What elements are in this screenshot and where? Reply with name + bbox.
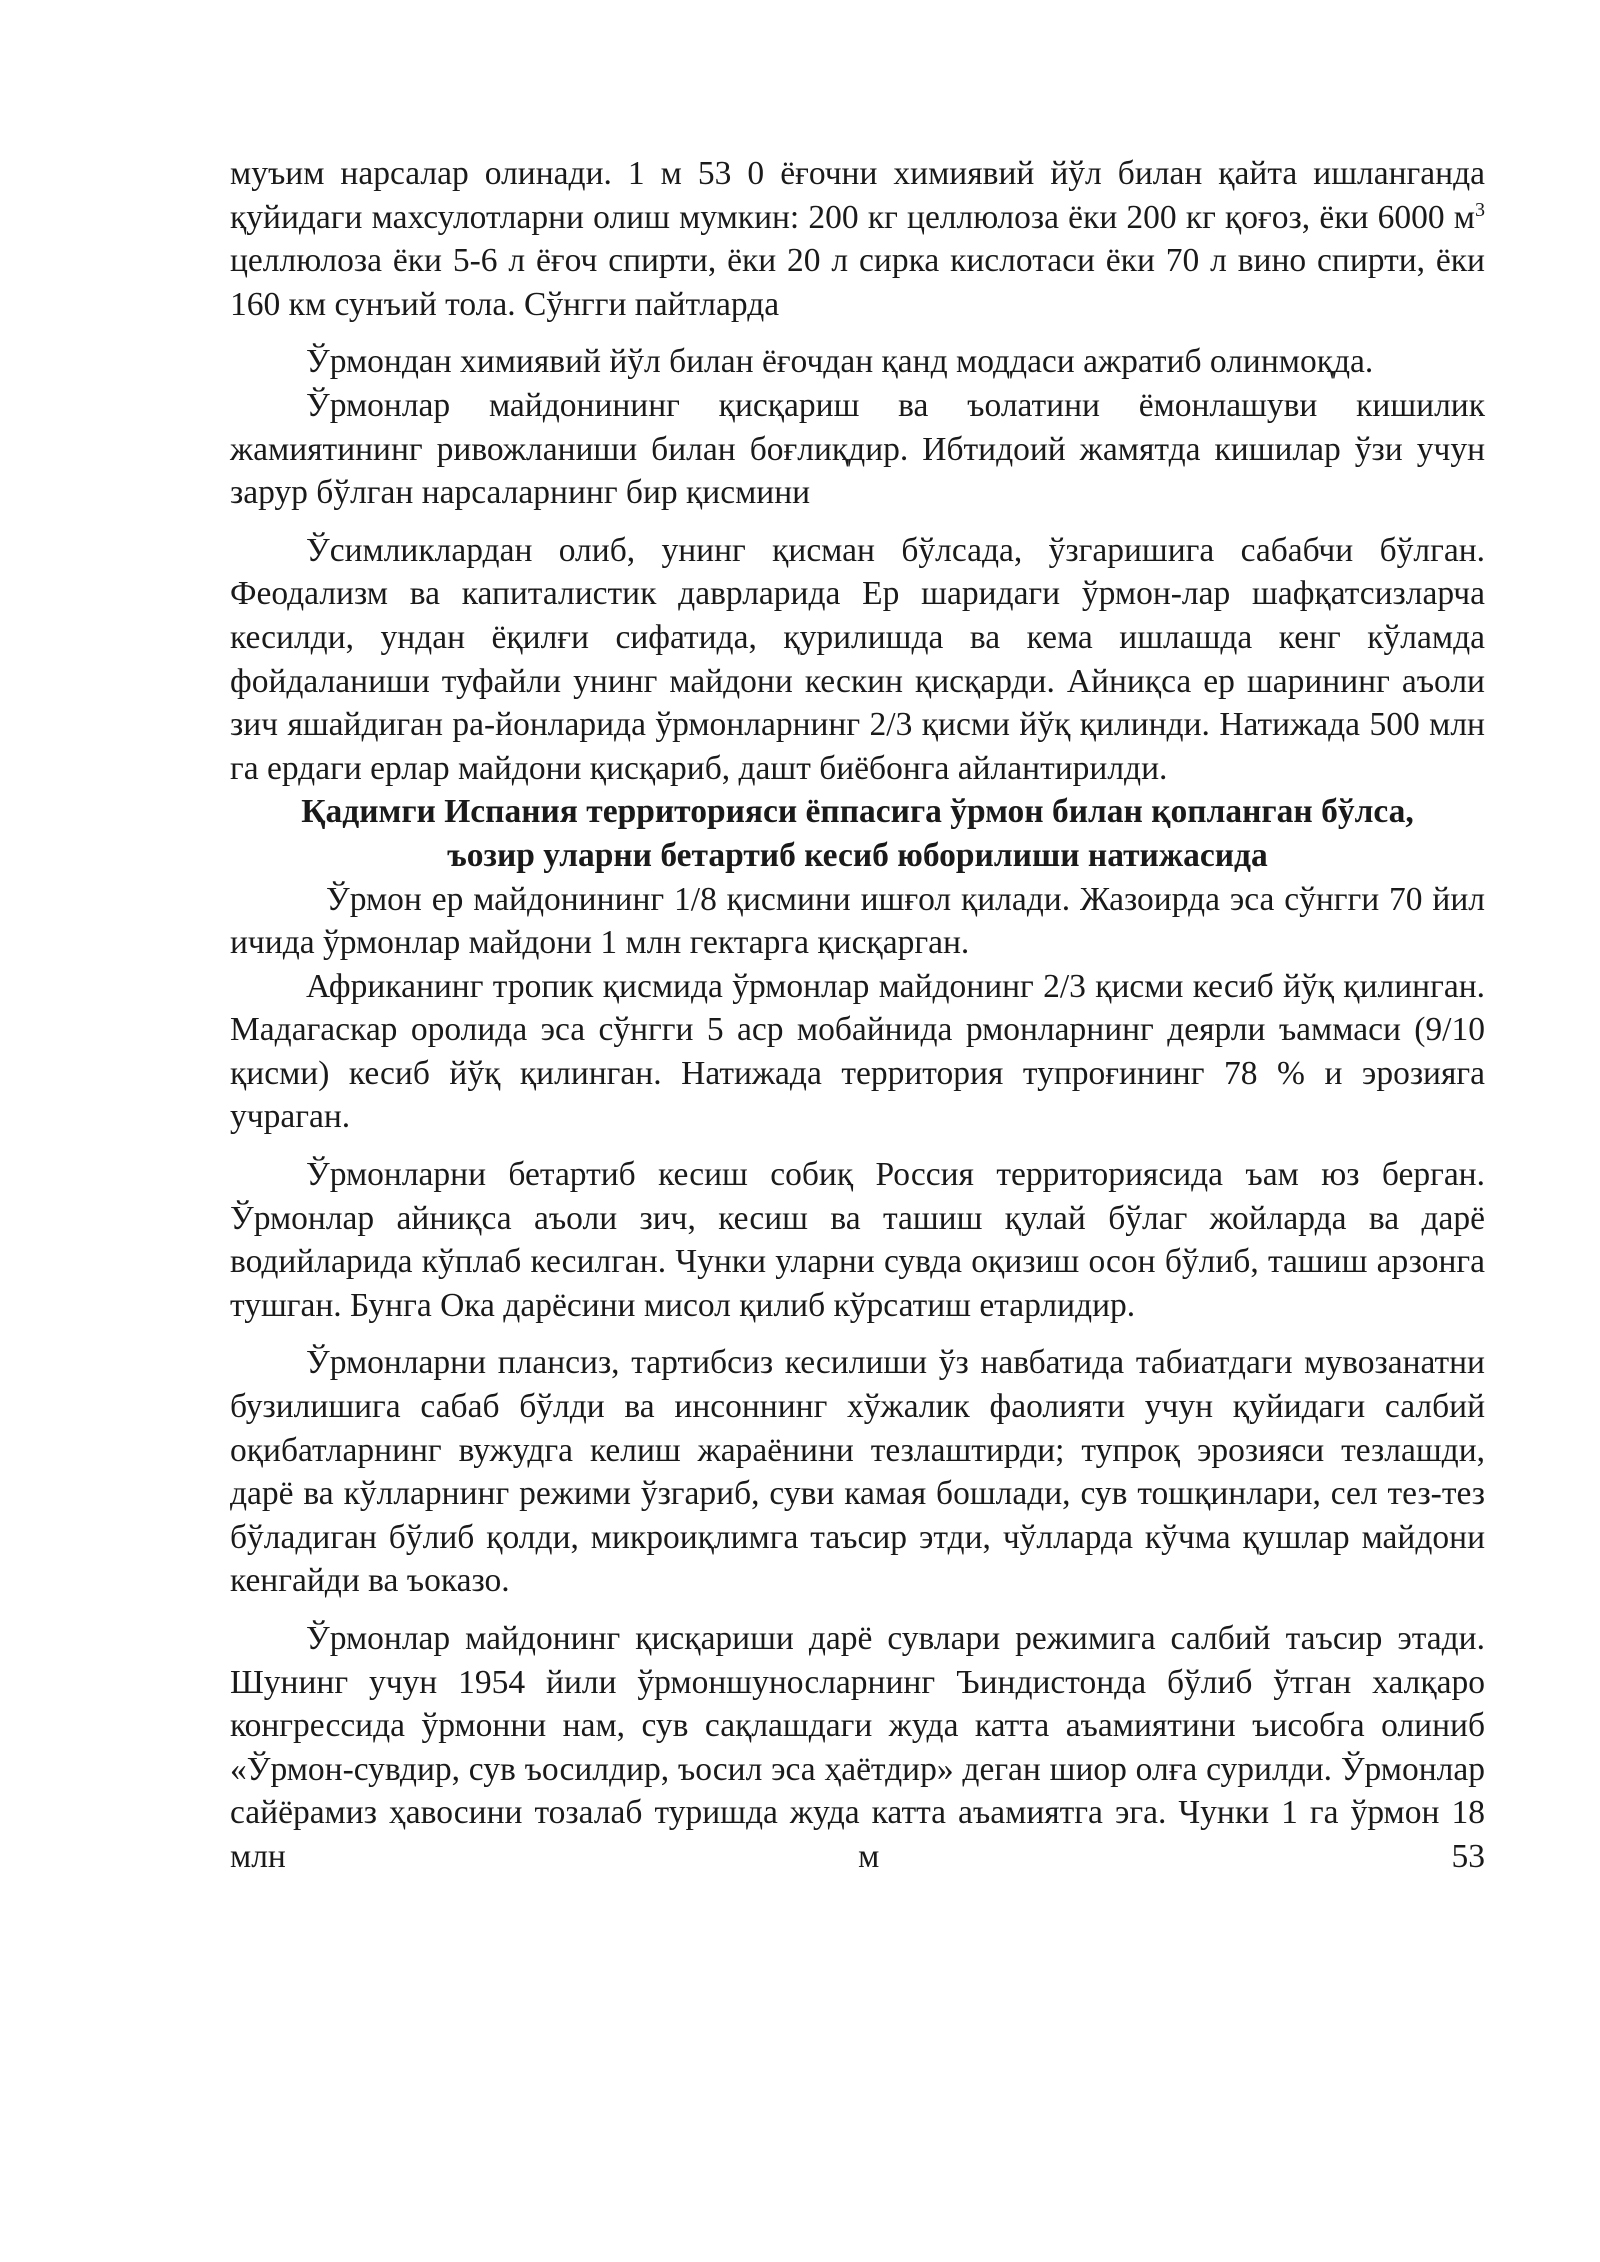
paragraph-6: Африканинг тропик қисмида ўрмонлар майдонинг 2/3 қисми кесиб йўқ қилинган. Мадагаскар оролида эса сўнгги 5 аср мобайнида рмонларнинг деярли ъаммаси (9/10 қисми) кесиб йўқ қилинган. Натижада территория тупроғининг 78 % и эрозияга учраган. [230, 967, 1485, 1136]
paragraph-1-text-continued: целлюлоза ёки 5-6 л ёғоч спирти, ёки 20 л сирка кислотаси ёки 70 л вино спирти, ёки 160 км сунъий тола. Сўнгги пайтларда [230, 242, 1485, 323]
document-body [230, 152, 1485, 1879]
paragraph-2: Ўрмондан химиявий йўл билан ёғочдан қанд моддаси ажратиб олинмоқда. [306, 343, 1374, 381]
paragraph-4: Ўсимликлардан олиб, унинг қисман бўлсада, ўзгаришига сабабчи бўлган. Феодализм ва капиталистик даврларида Ер шаридаги ўрмон-лар шафқатсизларча кесилди, ундан ёқилғи сифатида, қурилишда ва кема ишлашда кенг кўламда фойдаланиши туфайли унинг майдони кескин қисқарди. Айниқса ер шарининг аъоли зич яшайдиган ра-йонларида ўрмонларнинг 2/3 қисми йўқ қилинди. Натижада 500 млн га ердаги ерлар майдони қисқариб, дашт биёбонга айлантирилди. [230, 531, 1485, 787]
paragraph-1-text: муъим нарсалар олинади. 1 м 53 0 ёғочни химиявий йўл билан қайта ишланганда қуйидаги махсулотларни олиш мумкин: 200 кг целлюлоза ёки 200 кг қоғоз, ёки 6000 м [230, 155, 1485, 236]
heading-line-1: Қадимги Испания территорияси ёппасига ўрмон билан қопланган бўлса, [301, 793, 1414, 831]
paragraph-7: Ўрмонларни бетартиб кесиш собиқ Россия территориясида ъам юз берган. Ўрмонлар айниқса аъоли зич, кесиш ва ташиш қулай бўлаг жойларда ва дарё водийларида кўплаб кесилган. Чунки уларни сувда оқизиш осон бўлиб, ташиш арзонга тушган. Бунга Ока дарёсини мисол қилиб кўрсатиш етарлидир. [230, 1156, 1485, 1324]
paragraph-9: Ўрмонлар майдонинг қисқариши дарё сувлари режимига салбий таъсир этади. Шунинг учун 1954 йили ўрмоншуносларнинг Ъиндистонда бўлиб ўтган халқаро конгрессида ўрмонни нам, сув сақлашдаги жуда катта аъамиятини ъисобга олиниб «Ўрмон-сувдир, сув ъосилдир, ъосил эса ҳаётдир» деган шиор олға сурилди. Ўрмонлар сайёрамиз ҳавосини тозалаб туришда жуда катта аъамиятга эга. Чунки 1 га ўрмон 18 млн м 53 [230, 1620, 1485, 1875]
paragraph-1 [230, 152, 1485, 326]
paragraph-5: Ўрмон ер майдонининг 1/8 қисмини ишғол қилади. Жазоирда эса сўнгги 70 йил ичида ўрмонлар майдони 1 млн гектарга қисқарган. [230, 880, 1485, 962]
superscript-cubic: 3 [1474, 198, 1485, 221]
heading-line-2: ъозир уларни бетартиб кесиб юборилиши натижасида [447, 836, 1268, 874]
paragraph-3: Ўрмонлар майдонининг қисқариш ва ъолатини ёмонлашуви кишилик жамиятининг ривожланиши билан боғлиқдир. Ибтидоий жамятда кишилар ўзи учун зарур бўлган нарсаларнинг бир қисмини [230, 386, 1485, 512]
paragraph-8: Ўрмонларни плансиз, тартибсиз кесилиши ўз навбатида табиатдаги мувозанатни бузилишига сабаб бўлди ва инсоннинг хўжалик фаолияти учун қуйидаги салбий оқибатларнинг вужудга келиш жараёнини тезлаштирди; тупроқ эрозияси тезлашди, дарё ва кўлларнинг режими ўзгариб, суви камая бошлади, сув тошқинлари, сел тез-тез бўладиган бўлиб қолди, микроиқлимга таъсир этди, чўлларда кўчма қушлар майдони кенгайди ва ъоказо. [230, 1344, 1485, 1600]
